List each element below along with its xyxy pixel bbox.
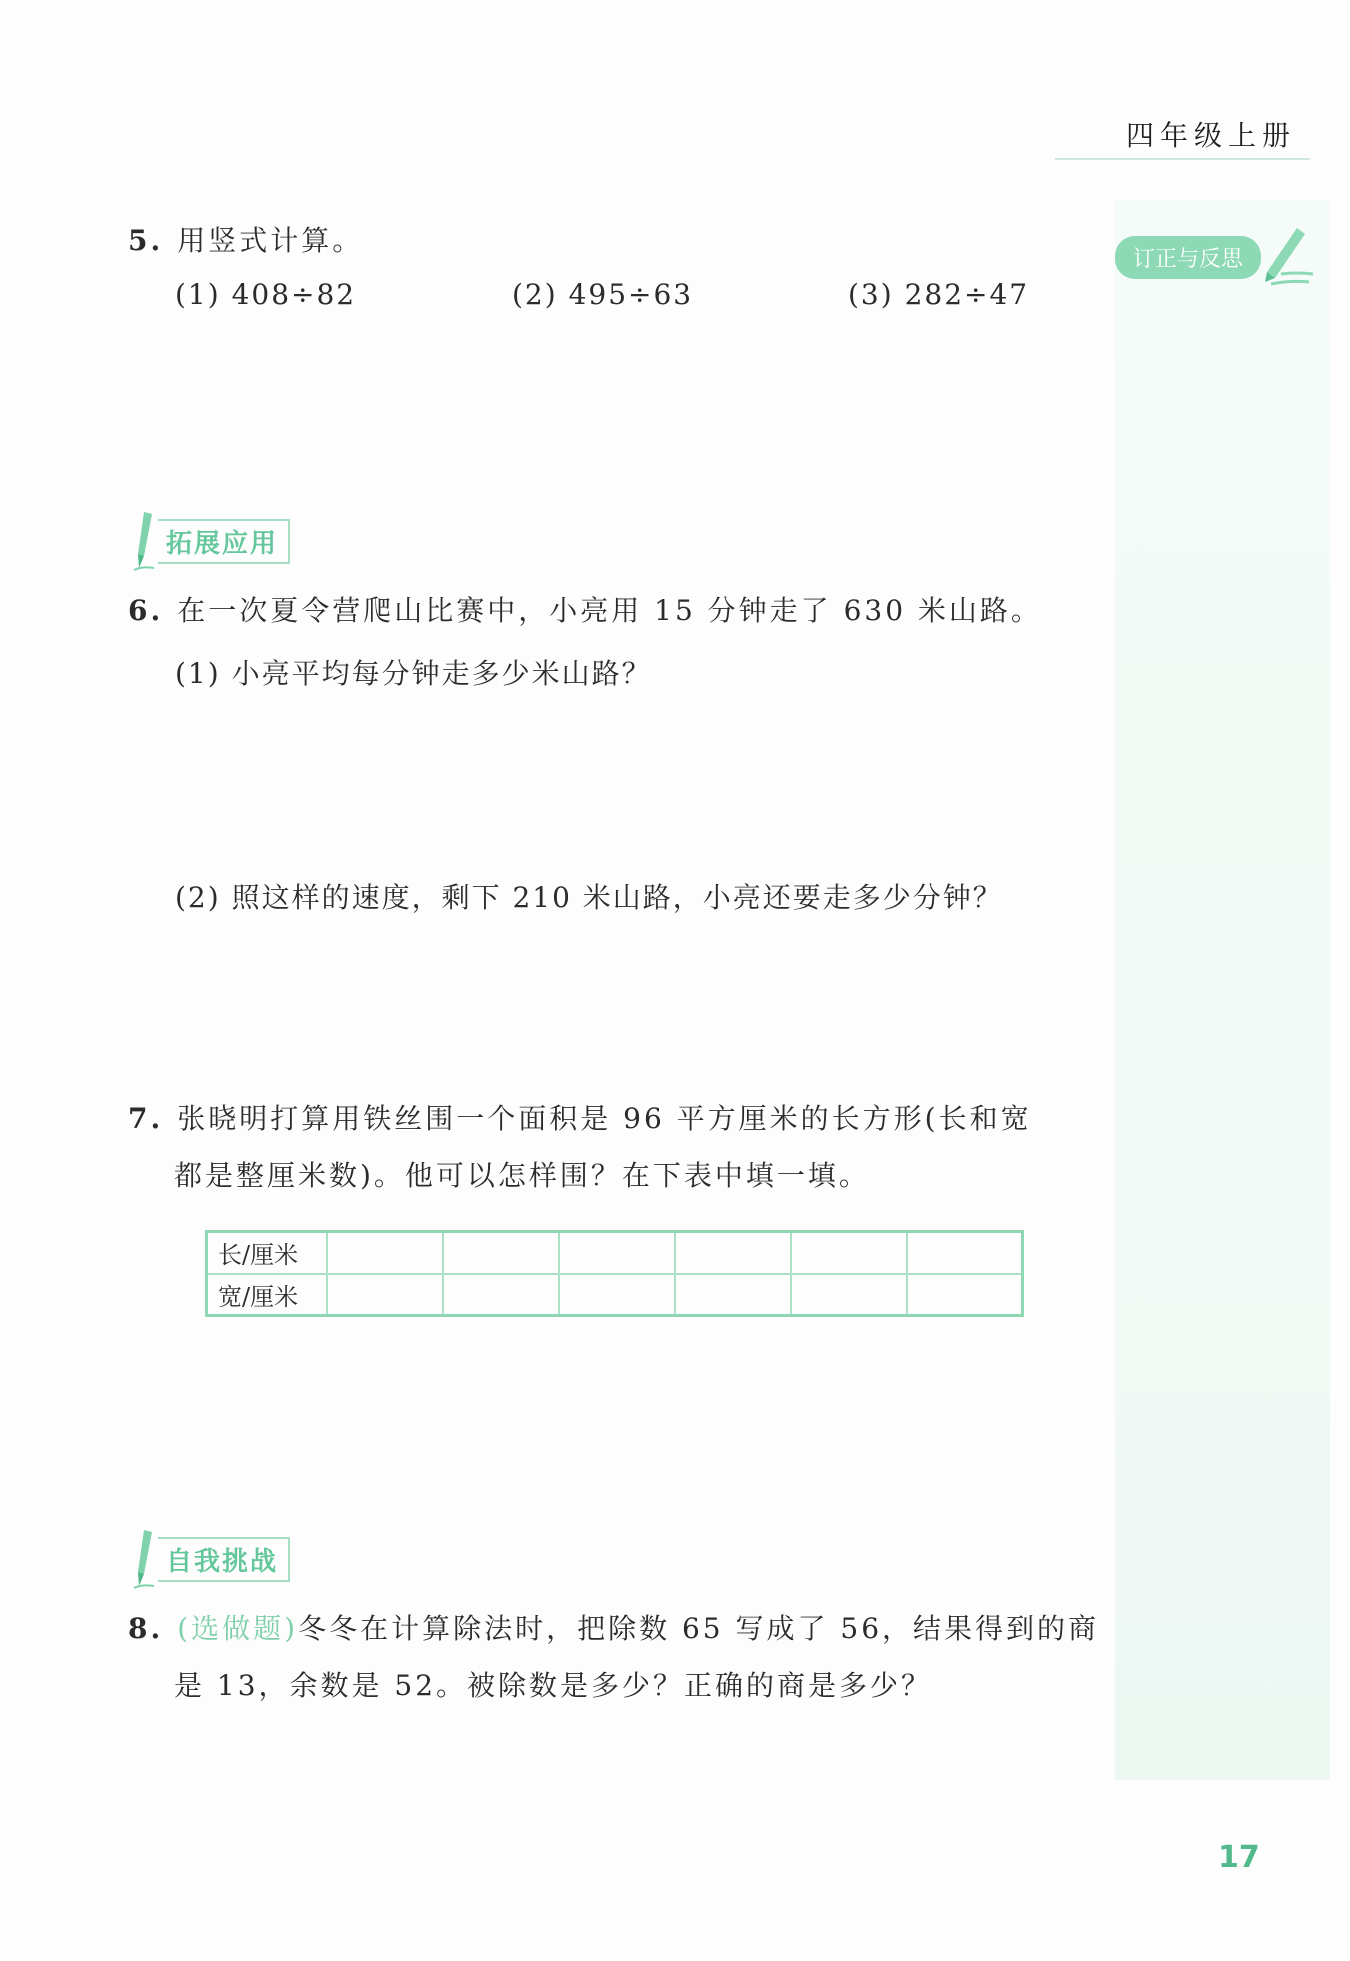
question-text: 在一次夏令营爬山比赛中，小亮用 15 分钟走了 630 米山路。 <box>177 594 1042 627</box>
answer-cell[interactable] <box>675 1274 791 1316</box>
fill-in-table <box>205 1230 1024 1317</box>
section-label: 自我挑战 <box>158 1537 290 1582</box>
question-number: 8. <box>128 1612 164 1645</box>
question-5 <box>128 212 363 269</box>
answer-cell[interactable] <box>443 1232 559 1274</box>
answer-cell[interactable] <box>675 1232 791 1274</box>
row-header-length: 长/厘米 <box>207 1232 327 1274</box>
answer-cell[interactable] <box>907 1274 1023 1316</box>
reflection-label: 订正与反思 <box>1115 236 1261 279</box>
question-text: 用竖式计算。 <box>177 224 364 257</box>
question-6 <box>128 582 1042 639</box>
q6-sub-2: (2) 照这样的速度，剩下 210 米山路，小亮还要走多少分钟？ <box>175 881 1003 914</box>
question-number: 7. <box>128 1102 164 1135</box>
question-text-line-1: 冬冬在计算除法时，把除数 65 写成了 56，结果得到的商 <box>298 1612 1100 1645</box>
question-number: 5. <box>128 224 164 257</box>
row-header-width: 宽/厘米 <box>207 1274 327 1316</box>
reflection-badge <box>1115 222 1317 292</box>
answer-cell[interactable] <box>559 1232 675 1274</box>
grade-header: 四年级上册 <box>1055 110 1310 160</box>
q5-item-1: (1) 408÷82 <box>175 278 357 311</box>
table-row <box>207 1274 1023 1316</box>
section-challenge <box>132 1528 290 1590</box>
pencil-icon <box>1257 222 1317 292</box>
answer-cell[interactable] <box>791 1274 907 1316</box>
page-number: 17 <box>1218 1840 1260 1875</box>
question-number: 6. <box>128 594 164 627</box>
answer-cell[interactable] <box>559 1274 675 1316</box>
answer-cell[interactable] <box>327 1274 443 1316</box>
q5-item-3: (3) 282÷47 <box>848 278 1030 311</box>
pen-icon <box>132 510 158 572</box>
question-text-line-2: 是 13，余数是 52。被除数是多少？正确的商是多少？ <box>174 1669 933 1702</box>
answer-cell[interactable] <box>791 1232 907 1274</box>
question-text-line-1: 张晓明打算用铁丝围一个面积是 96 平方厘米的长方形(长和宽 <box>177 1102 1032 1135</box>
answer-cell[interactable] <box>907 1232 1023 1274</box>
answer-cell[interactable] <box>327 1232 443 1274</box>
question-text-line-2: 都是整厘米数)。他可以怎样围？在下表中填一填。 <box>174 1159 870 1192</box>
optional-tag: (选做题) <box>177 1612 299 1645</box>
question-7 <box>128 1090 1032 1204</box>
q6-sub-1: (1) 小亮平均每分钟走多少米山路？ <box>175 657 652 690</box>
pen-icon <box>132 1528 158 1590</box>
answer-cell[interactable] <box>443 1274 559 1316</box>
question-8 <box>128 1600 1099 1714</box>
q5-item-2: (2) 495÷63 <box>512 278 694 311</box>
section-extension <box>132 510 290 572</box>
reflection-margin <box>1115 200 1330 1780</box>
table-row <box>207 1232 1023 1274</box>
section-label: 拓展应用 <box>158 519 290 564</box>
